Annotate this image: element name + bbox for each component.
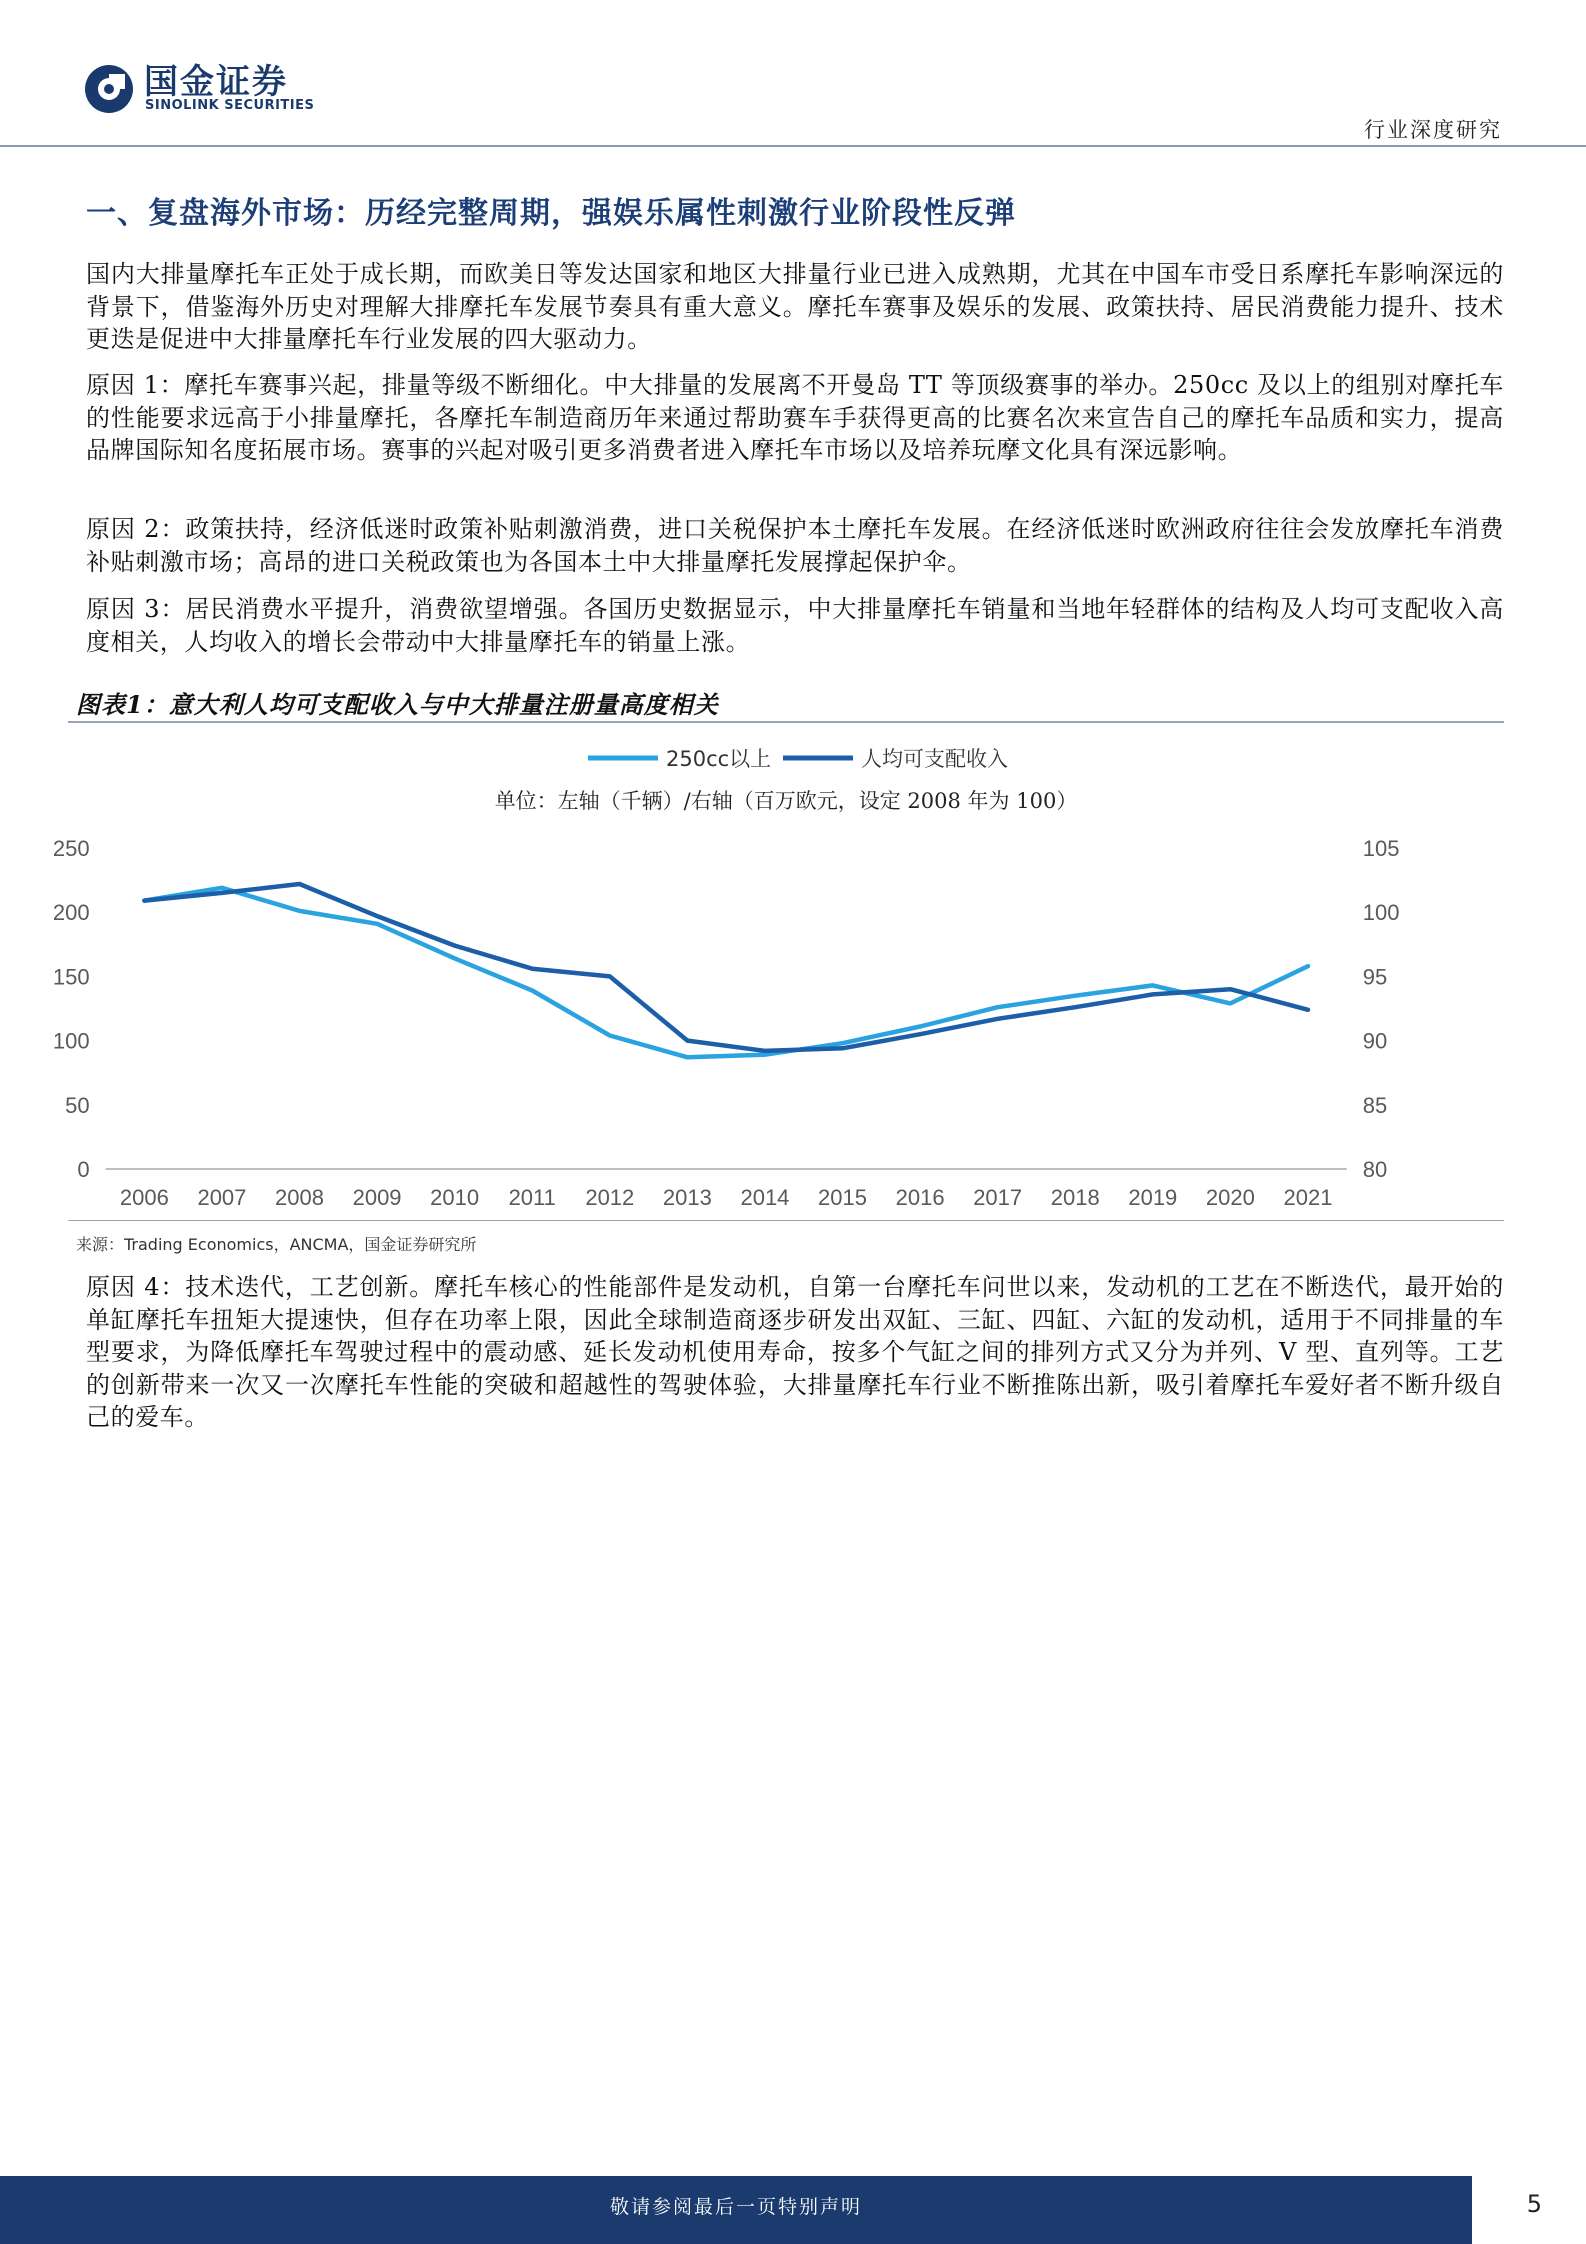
x-axis-tick-label: 2013 [662,1185,712,1210]
x-axis-tick-label: 2018 [1050,1185,1100,1210]
x-axis-tick-label: 2007 [197,1185,247,1210]
x-axis-tick-label: 2015 [818,1185,868,1210]
x-axis-tick-label: 2020 [1205,1185,1255,1210]
footer-disclaimer: 敬请参阅最后一页特别声明 [609,2196,862,2218]
paragraph-reason-3: 原因 3：居民消费水平提升，消费欲望增强。各国历史数据显示，中大排量摩托车销量和当地年轻群体的结构及人均可支配收入高度相关，人均收入的增长会带动中大排量摩托车的销量上涨。 [86,595,1504,656]
x-axis-tick-label: 2011 [508,1185,556,1210]
chart-axes [53,836,1400,1210]
x-axis-tick-label: 2012 [585,1185,635,1210]
x-axis-tick-label: 2009 [352,1185,402,1210]
sinolink-logo-icon [84,64,134,114]
series-line-income [144,884,1308,1051]
section-title: 一、复盘海外市场：历经完整周期，强娱乐属性刺激行业阶段性反弹 [86,196,1016,231]
right-axis-tick-label: 105 [1362,836,1400,861]
figure-bottom-rule [68,1220,1504,1221]
right-axis-tick-label: 95 [1362,964,1388,990]
left-axis-tick-label: 250 [52,836,90,861]
left-axis-tick-label: 200 [52,900,90,926]
logo-en-text: SINOLINK SECURITIES [145,98,315,113]
left-axis-tick-label: 150 [52,964,90,990]
paragraph-reason-4: 原因 4：技术迭代，工艺创新。摩托车核心的性能部件是发动机，自第一台摩托车问世以来，发动机的工艺在不断迭代，最开始的单缸摩托车扭矩大提速快，但存在功率上限，因此全球制造商逐步研发出双缸、三缸、四缸、六缸的发动机，适用于不同排量的车型要求，为降低摩托车驾驶过程中的震动感、延长发动机使用寿命，按多个气缸之间的排列方式又分为并列、V 型、直列等。工艺的创新带来一次又一次摩托车性能的突破和超越性的驾驶体验，大排量摩托车行业不断推陈出新，吸引着摩托车爱好者不断升级自己的爱车。 [86,1273,1504,1431]
paragraph-intro: 国内大排量摩托车正处于成长期，而欧美日等发达国家和地区大排量行业已进入成熟期，尤其在中国车市受日系摩托车影响深远的背景下，借鉴海外历史对理解大排摩托车发展节奏具有重大意义。摩托车赛事及娱乐的发展、政策扶持、居民消费能力提升、技术更迭是促进中大排量摩托车行业发展的四大驱动力。 [86,260,1504,353]
legend-label: 250cc以上 [666,747,772,771]
figure-title: 图表1：意大利人均可支配收入与中大排量注册量高度相关 [76,690,719,719]
right-axis-tick-label: 100 [1362,900,1400,926]
figure-source: 来源：Trading Economics，ANCMA，国金证券研究所 [76,1235,477,1254]
report-type-label: 行业深度研究 [1364,118,1502,142]
x-axis-tick-label: 2019 [1128,1185,1178,1210]
x-axis-tick-label: 2017 [973,1185,1023,1210]
series-line-registrations [144,888,1308,1058]
page-number: 5 [1526,2190,1542,2218]
x-axis-tick-label: 2016 [895,1185,945,1210]
right-axis-tick-label: 90 [1362,1028,1388,1054]
x-axis-tick-label: 2021 [1283,1185,1333,1210]
paragraph-reason-1: 原因 1：摩托车赛事兴起，排量等级不断细化。中大排量的发展离不开曼岛 TT 等顶级赛事的举办。250cc 及以上的组别对摩托车的性能要求远高于小排量摩托，各摩托车制造商历年来通过帮助赛车手获得更高的比赛名次来宣告自己的摩托车品质和实力，提高品牌国际知名度拓展市场。赛事的兴起对吸引更多消费者进入摩托车市场以及培养玩摩文化具有深远影响。 [86,371,1504,464]
x-axis-tick-label: 2008 [275,1185,324,1210]
left-axis-tick-label: 0 [77,1157,90,1182]
x-axis-tick-label: 2006 [119,1185,169,1210]
x-axis-tick-label: 2014 [740,1185,790,1210]
right-axis-tick-label: 80 [1362,1157,1388,1182]
chart-subtitle: 单位：左轴（千辆）/右轴（百万欧元，设定 2008 年为 100） [494,789,1078,813]
company-logo [84,60,344,120]
left-axis-tick-label: 50 [65,1092,90,1118]
chart-legend [588,747,1008,771]
line-chart [52,724,1504,1218]
legend-label: 人均可支配收入 [861,747,1008,771]
logo-cn-text: 国金证券 [144,62,288,102]
paragraph-reason-2: 原因 2：政策扶持，经济低迷时政策补贴刺激消费，进口关税保护本土摩托车发展。在经济低迷时欧洲政府往往会发放摩托车消费补贴刺激市场；高昂的进口关税政策也为各国本土中大排量摩托发展撑起保护伞。 [86,515,1504,576]
left-axis-tick-label: 100 [52,1028,90,1054]
header-divider [0,145,1586,147]
figure-top-rule [68,721,1504,723]
right-axis-tick-label: 85 [1362,1092,1388,1118]
chart-series [144,884,1308,1057]
x-axis-tick-label: 2010 [430,1185,480,1210]
